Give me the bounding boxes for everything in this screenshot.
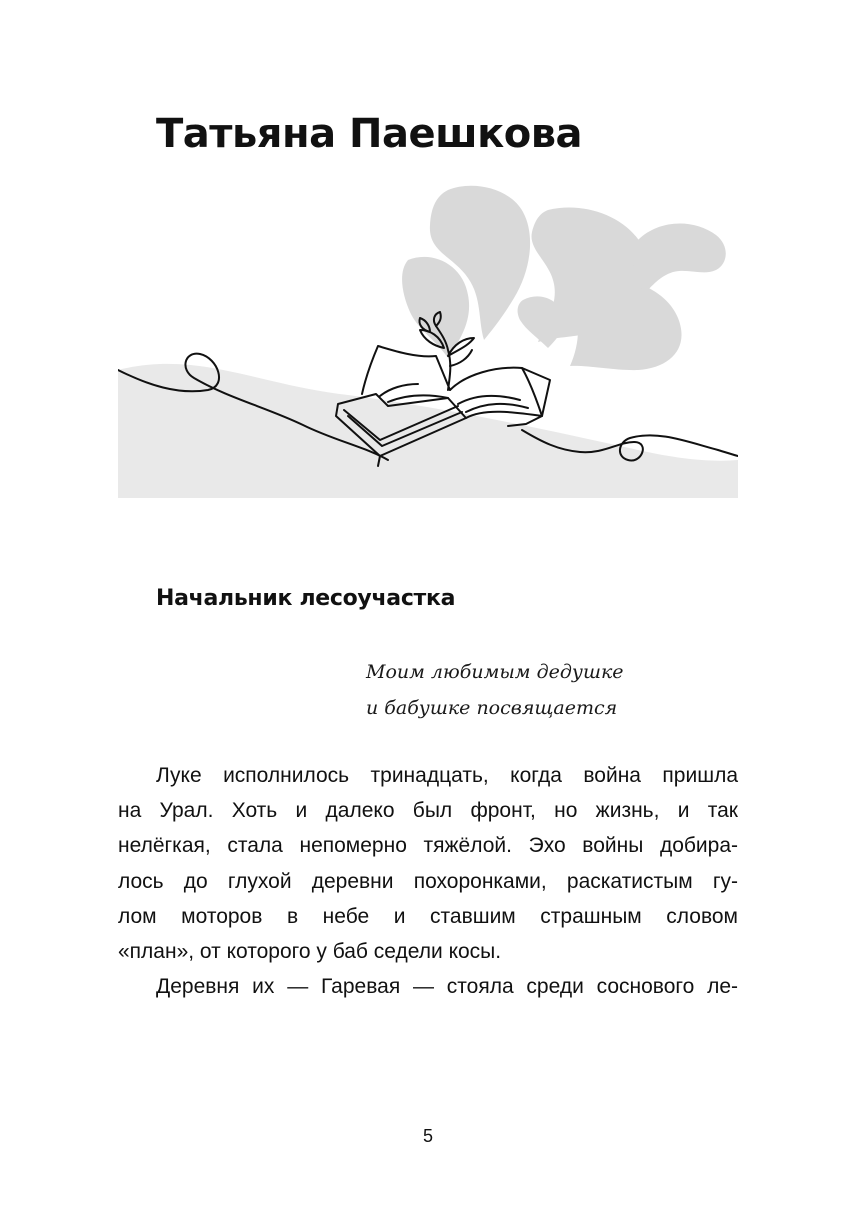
body-line: нелёгкая, стала непомерно тяжёлой. Эхо войны добира- <box>118 834 738 858</box>
story-body <box>118 758 738 1004</box>
epigraph-line: Моим любимым дедушке <box>366 661 624 683</box>
author-name: Татьяна Паешкова <box>156 111 583 157</box>
body-line: Луке исполнилось тринадцать, когда война пришла <box>156 764 738 787</box>
body-line: Деревня их — Гаревая — стояла среди соснового ле- <box>156 975 738 999</box>
page-number: 5 <box>422 1126 433 1146</box>
body-line: лом моторов в небе и ставшим страшным словом <box>118 904 738 928</box>
body-line: на Урал. Хоть и далеко был фронт, но жизнь, и так <box>118 799 738 823</box>
epigraph-line: и бабушке посвящается <box>366 697 618 719</box>
story-title: Начальник лесоучастка <box>156 586 456 611</box>
book-illustration <box>118 180 738 498</box>
epigraph <box>366 654 726 726</box>
body-line: лось до глухой деревни похоронками, раскатистым гу- <box>118 869 738 893</box>
body-line: «план», от которого у баб седели косы. <box>118 939 502 963</box>
ground-band <box>118 364 738 498</box>
open-book-with-sprout-and-leaves-illustration <box>118 180 738 498</box>
grey-leaves <box>402 186 726 370</box>
